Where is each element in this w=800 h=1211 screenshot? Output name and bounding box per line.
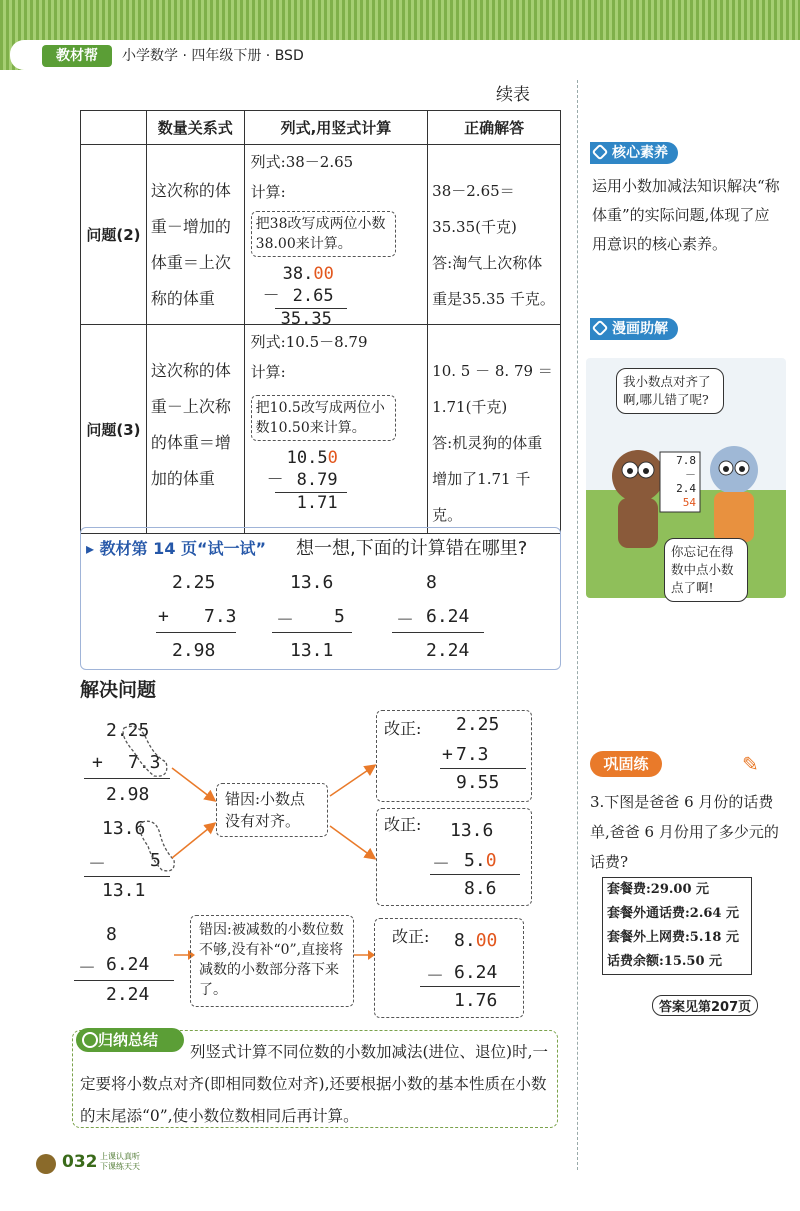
wrong-1-op: + <box>92 752 103 773</box>
row-label: 问题(2) <box>81 145 147 325</box>
summary-text: 列竖式计算不同位数的小数加减法(进位、退位)时,一定要将小数点对齐(即相同数位对齐),还要根据小数的基本性质在小数的末尾添“0”,使小数位数相同后再计算。 <box>80 1043 549 1125</box>
relation-cell <box>146 325 244 534</box>
wrong-2-bottom: 5 <box>150 850 161 871</box>
phone-bill <box>602 877 752 975</box>
added-zero: 0 <box>327 448 338 468</box>
calc-cell <box>244 325 428 534</box>
fix-3-rule <box>420 986 520 987</box>
fix-2-op: － <box>432 854 450 875</box>
expression: 列式:38－2.65 <box>250 153 354 171</box>
wrong-3-top: 8 <box>106 924 117 945</box>
problem-1-rule <box>156 632 236 633</box>
wrong-2-rule <box>84 876 170 877</box>
wrong-1-top: 2.25 <box>106 720 150 741</box>
problem-3-result: 2.24 <box>426 640 470 661</box>
table-header-row <box>81 111 561 145</box>
header-tag: 教材帮 <box>42 45 112 67</box>
fix-3-label: 改正: <box>392 927 430 946</box>
board-text <box>668 454 696 510</box>
vertical-result: 1.71 <box>296 493 338 513</box>
relation-line: 重－增加的 <box>150 217 231 236</box>
hint-note: 把10.5改写成两位小数10.50来计算。 <box>251 395 396 441</box>
continued-label: 续表 <box>496 85 530 105</box>
col-header-relation: 数量关系式 <box>146 111 244 145</box>
mascot-icon <box>36 1154 56 1174</box>
answer-cell <box>428 145 561 325</box>
calc-label: 计算: <box>250 363 286 381</box>
answer-line: 增加了1.71 千克。 <box>432 470 531 524</box>
page-motto: 上课认真听 下课练天天 <box>100 1152 140 1171</box>
fix-3-bottom: 6.24 <box>454 962 498 983</box>
relation-line: 称的体重 <box>150 289 215 308</box>
answer-line: 38－2.65＝ <box>432 182 515 200</box>
error-reason-2: 错因:被减数的小数位数不够,没有补“0”,直接将减数的小数部分落下来了。 <box>190 915 354 1007</box>
try-it-label: ▸ 教材第 14 页“试一试” <box>86 539 267 558</box>
calc-cell <box>244 145 428 329</box>
problem-1-result: 2.98 <box>172 640 216 661</box>
added-zero: 0 <box>485 850 497 871</box>
relation-line: 重－上次称 <box>150 397 231 416</box>
relation-line: 体重＝上次 <box>150 253 231 272</box>
fix-1-result: 9.55 <box>456 772 500 793</box>
problem-2-op: － <box>276 610 294 631</box>
speech-bubble-1: 我小数点对齐了啊,哪儿错了呢? <box>616 368 724 414</box>
fix-1-top: 2.25 <box>456 714 500 735</box>
fix-3-op: － <box>426 966 444 987</box>
digits: 8. <box>454 930 476 951</box>
calc-label: 计算: <box>250 183 286 201</box>
col-header-calc: 列式,用竖式计算 <box>244 111 428 145</box>
bill-line: 套餐外通话费:2.64 元 <box>607 906 739 921</box>
problem-1-top: 2.25 <box>172 572 216 593</box>
vertical-result: 35.35 <box>280 309 332 329</box>
arrows <box>170 740 380 890</box>
summary-tag: 归纳总结 <box>76 1028 184 1052</box>
header-title: 小学数学 · 四年级下册 · BSD <box>122 48 304 64</box>
problem-3-op: － <box>396 610 414 631</box>
relation-line: 加的体重 <box>150 469 215 488</box>
comic-tag: 漫画助解 <box>590 318 678 340</box>
try-it-label-text: 教材第 14 页“试一试” <box>99 539 267 558</box>
practice-tag: 巩固练 <box>590 751 662 777</box>
answer-line: 重是35.35 千克。 <box>432 290 555 308</box>
section-title: 解决问题 <box>80 679 157 701</box>
wrong-3-result: 2.24 <box>106 984 150 1005</box>
answer-line: 1.71(千克) <box>432 398 508 416</box>
answer-cell <box>428 325 561 534</box>
expression: 列式:10.5－8.79 <box>250 333 368 351</box>
problem-3-bottom: 6.24 <box>426 606 470 627</box>
fix-2-label: 改正: <box>384 815 422 834</box>
misalign-dashed-loop <box>110 722 170 782</box>
page-footer <box>36 1150 146 1176</box>
wrong-1-bottom: 7.3 <box>128 752 161 773</box>
wrong-2-op: － <box>88 854 106 875</box>
relation-line: 的体重＝增 <box>150 433 231 452</box>
fix-1-label: 改正: <box>384 719 422 738</box>
problem-2-result: 13.1 <box>290 640 334 661</box>
digits: 5. <box>464 850 486 871</box>
relation-cell <box>146 145 244 325</box>
fix-3-top <box>454 930 497 951</box>
fix-1-op: + <box>442 744 453 765</box>
problem-1-bottom: 7.3 <box>204 606 237 627</box>
added-zero: 00 <box>475 930 498 951</box>
page-number: 032 <box>62 1152 98 1172</box>
fix-1-rule <box>440 768 526 769</box>
vertical-top <box>287 447 338 469</box>
digits: 38. <box>282 264 314 284</box>
table-corner <box>81 111 147 145</box>
fix-2-bottom <box>464 850 497 871</box>
wrong-1-result: 2.98 <box>106 784 150 805</box>
wrong-3-op: － <box>78 958 96 979</box>
core-tag: 核心素养 <box>590 142 678 164</box>
wrong-2-result: 13.1 <box>102 880 146 901</box>
wrong-2-top: 13.6 <box>102 818 146 839</box>
row-label: 问题(3) <box>81 325 147 534</box>
problem-3-rule <box>392 632 484 633</box>
wrong-3-rule <box>74 980 174 981</box>
board-line: －2.4 <box>676 468 696 495</box>
hint-note: 把38改写成两位小数38.00来计算。 <box>251 211 396 257</box>
vertical-bottom: 2.65 <box>292 286 334 306</box>
vertical-top <box>283 263 334 285</box>
vertical-op: － <box>266 470 284 490</box>
problem-2-rule <box>272 632 352 633</box>
vertical-bottom: 8.79 <box>296 470 338 490</box>
fix-1-bottom: 7.3 <box>456 744 489 765</box>
added-zero: 00 <box>313 264 334 284</box>
problem-2-bottom: 5 <box>334 606 345 627</box>
fix-3-result: 1.76 <box>454 990 498 1011</box>
vertical-op: － <box>262 286 280 306</box>
core-text: 运用小数加减法知识解决“称体重”的实际问题,体现了应用意识的核心素养。 <box>592 177 780 253</box>
problem-3-top: 8 <box>426 572 437 593</box>
fix-2-rule <box>430 874 520 875</box>
bill-line: 话费余额:15.50 元 <box>607 954 723 969</box>
table-row <box>81 145 561 325</box>
answer-line: 答:淘气上次称体 <box>432 254 543 272</box>
pencil-icon: ✎ <box>742 752 759 776</box>
column-divider <box>577 80 578 1170</box>
board-line: 7.8 <box>676 454 696 467</box>
answer-line: 答:机灵狗的体重 <box>432 434 543 452</box>
answer-line: 35.35(千克) <box>432 218 517 236</box>
arrow-right <box>352 948 376 962</box>
relation-line: 这次称的体 <box>150 361 231 380</box>
bill-line: 套餐外上网费:5.18 元 <box>607 930 739 945</box>
answer-reference: 答案见第207页 <box>652 995 758 1016</box>
error-reason-1: 错因:小数点没有对齐。 <box>216 783 328 837</box>
speech-bubble-2: 你忘记在得数中点小数点了啊! <box>664 538 748 602</box>
col-header-answer: 正确解答 <box>428 111 561 145</box>
fix-2-result: 8.6 <box>464 878 497 899</box>
digits: 10.5 <box>286 448 328 468</box>
bill-line: 套餐费:29.00 元 <box>607 882 710 897</box>
try-it-question: 想一想,下面的计算错在哪里? <box>296 538 528 559</box>
fix-2-top: 13.6 <box>450 820 494 841</box>
wrong-3-bottom: 6.24 <box>106 954 150 975</box>
solution-table <box>80 110 561 534</box>
problem-2-top: 13.6 <box>290 572 334 593</box>
practice-question: 3.下图是爸爸 6 月份的话费单,爸爸 6 月份用了多少元的话费? <box>590 793 779 871</box>
board-line: 54 <box>682 496 696 509</box>
answer-line: 10. 5 － 8. 79 ＝ <box>432 362 553 380</box>
problem-1-op: + <box>158 606 169 627</box>
table-row <box>81 325 561 534</box>
relation-line: 这次称的体 <box>150 181 231 200</box>
